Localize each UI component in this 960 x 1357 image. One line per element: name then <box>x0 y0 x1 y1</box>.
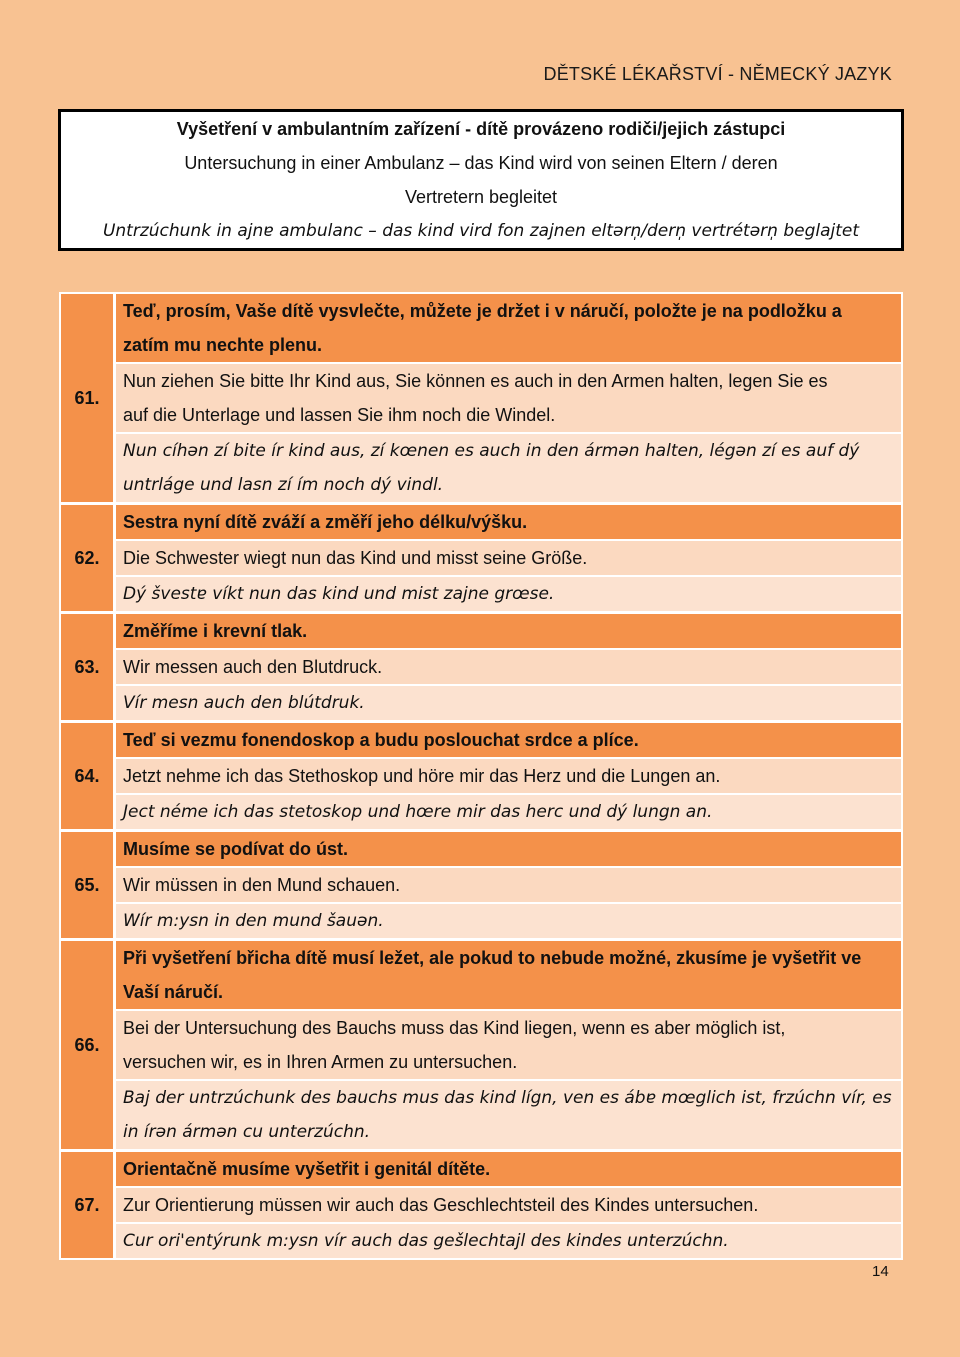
phrase-lines <box>116 723 901 829</box>
czech-line: Orientačně musíme vyšetřit i genitál dítěte. <box>116 1152 901 1188</box>
phrase-lines <box>116 614 901 720</box>
czech-line: Při vyšetření břicha dítě musí ležet, ale pokud to nebude možné, zkusíme je vyšetřit ve <box>116 941 901 975</box>
pronunciation-line: untrláge und lasn zí ím noch dý vindl. <box>116 468 901 502</box>
phrase-row <box>61 614 901 723</box>
phrase-row <box>61 505 901 614</box>
czech-line: Teď si vezmu fonendoskop a budu poslouchat srdce a plíce. <box>116 723 901 759</box>
czech-line: Změříme i krevní tlak. <box>116 614 901 650</box>
phrase-number: 66. <box>61 941 116 1149</box>
german-line: Jetzt nehme ich das Stethoskop und höre mir das Herz und die Lungen an. <box>116 759 901 795</box>
pronunciation-line: Nun cíhən zí bite ír kind aus, zí kœnen es auch in den ármən halten, légən zí es auf dý <box>116 434 901 468</box>
czech-line: Teď, prosím, Vaše dítě vysvlečte, můžete je držet i v náručí, položte je na podložku a <box>116 294 901 328</box>
phrase-lines <box>116 832 901 938</box>
pronunciation-line: in írən ármən cu unterzúchn. <box>116 1115 901 1149</box>
german-line: Nun ziehen Sie bitte Ihr Kind aus, Sie können es auch in den Armen halten, legen Sie es <box>116 364 901 398</box>
pronunciation-line: Ject néme ich das stetoskop und hœre mir das herc und dý lungn an. <box>116 795 901 829</box>
czech-line: Vaší náručí. <box>116 975 901 1011</box>
phrase-number: 65. <box>61 832 116 938</box>
phrase-row <box>61 832 901 941</box>
german-line: auf die Unterlage und lassen Sie ihm noch die Windel. <box>116 398 901 434</box>
pronunciation-line: Baj der untrzúchunk des bauchs mus das kind lígn, ven es ábɐ mœglich ist, frzúchn vír, es <box>116 1081 901 1115</box>
phrase-table <box>59 292 903 1260</box>
document-header-title: DĚTSKÉ LÉKAŘSTVÍ - NĚMECKÝ JAZYK <box>543 64 892 84</box>
pronunciation-line: Dý švestɐ víkt nun das kind und mist zajne grœse. <box>116 577 901 611</box>
phrase-lines <box>116 294 901 502</box>
phrase-number: 67. <box>61 1152 116 1258</box>
czech-line: zatím mu nechte plenu. <box>116 328 901 364</box>
section-title-box <box>58 109 904 251</box>
phrase-lines <box>116 505 901 611</box>
phrase-number: 64. <box>61 723 116 829</box>
german-line: Wir müssen in den Mund schauen. <box>116 868 901 904</box>
german-line: versuchen wir, es in Ihren Armen zu untersuchen. <box>116 1045 901 1081</box>
german-line: Wir messen auch den Blutdruck. <box>116 650 901 686</box>
phrase-number: 63. <box>61 614 116 720</box>
phrase-number: 61. <box>61 294 116 502</box>
section-title-pronunciation: Untrzúchunk in ajnɐ ambulanc – das kind vird fon zajnen eltərn̩/dern̩ vertrétərn̩ beglajtet <box>102 221 860 241</box>
phrase-row <box>61 294 901 505</box>
pronunciation-line: Vír mesn auch den blútdruk. <box>116 686 901 720</box>
phrase-row <box>61 723 901 832</box>
section-title-german-line1: Untersuchung in einer Ambulanz – das Kind wird von seinen Eltern / deren <box>184 153 778 173</box>
pronunciation-line: Wír m:ysn in den mund šauən. <box>116 904 901 938</box>
section-title-german-line2: Vertretern begleitet <box>404 187 558 207</box>
pronunciation-line: Cur ori'entýrunk m:ysn vír auch das gešlechtajl des kindes unterzúchn. <box>116 1224 901 1258</box>
phrase-lines <box>116 1152 901 1258</box>
phrase-number: 62. <box>61 505 116 611</box>
phrase-row <box>61 941 901 1152</box>
german-line: Zur Orientierung müssen wir auch das Geschlechtsteil des Kindes untersuchen. <box>116 1188 901 1224</box>
section-title-czech: Vyšetření v ambulantním zařízení - dítě provázeno rodiči/jejich zástupci <box>176 119 786 139</box>
german-line: Bei der Untersuchung des Bauchs muss das Kind liegen, wenn es aber möglich ist, <box>116 1011 901 1045</box>
page-number: 14 <box>872 1263 889 1280</box>
phrase-lines <box>116 941 901 1149</box>
phrase-row <box>61 1152 901 1258</box>
czech-line: Sestra nyní dítě zváží a změří jeho délku/výšku. <box>116 505 901 541</box>
german-line: Die Schwester wiegt nun das Kind und misst seine Größe. <box>116 541 901 577</box>
czech-line: Musíme se podívat do úst. <box>116 832 901 868</box>
